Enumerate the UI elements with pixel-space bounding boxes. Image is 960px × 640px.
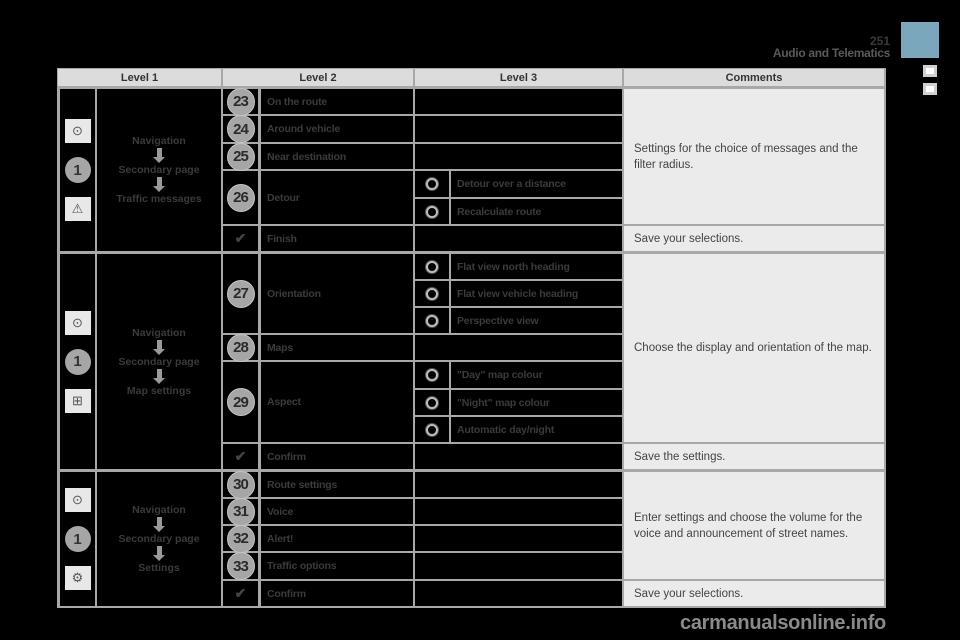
arrow-down-icon <box>153 517 165 532</box>
column-header-level1: Level 1 <box>58 69 221 86</box>
column-header-level2: Level 2 <box>223 69 413 86</box>
checkmark-icon: ✔ <box>223 581 258 606</box>
navigation-compass-icon: ⊙ <box>65 119 91 143</box>
level1-icon-column <box>60 89 95 251</box>
path-step-secondary-page: Secondary page <box>118 355 200 368</box>
comment-traffic-settings: Settings for the choice of messages and the filter radius. <box>624 89 884 224</box>
arrow-down-icon <box>153 177 165 192</box>
level2-item-route-settings: Route settings <box>261 472 413 497</box>
path-step-traffic-messages: Traffic messages <box>116 193 202 205</box>
level3-empty <box>415 335 622 360</box>
level2-item-maps: Maps <box>261 335 413 360</box>
level1-icon-column <box>60 472 95 606</box>
step-29: 29 <box>223 362 258 442</box>
page-marker-square <box>923 83 937 95</box>
comment-save-selections: Save your selections. <box>624 226 884 251</box>
level3-empty <box>415 499 622 524</box>
map-settings-icon: ⊞ <box>65 389 91 413</box>
step-number-badge: 1 <box>65 349 91 375</box>
level3-empty <box>415 472 622 497</box>
arrow-down-icon <box>153 546 165 561</box>
radio-option-icon <box>415 362 449 388</box>
path-step-secondary-page: Secondary page <box>118 533 200 545</box>
step-33: 33 <box>223 553 258 579</box>
comment-save-selections: Save your selections. <box>624 581 884 606</box>
arrow-down-icon <box>153 369 165 384</box>
level3-empty <box>415 89 622 114</box>
step-24: 24 <box>223 116 258 142</box>
level2-item-finish: Finish <box>261 226 413 251</box>
step-30: 30 <box>223 472 258 497</box>
checkmark-icon: ✔ <box>223 444 258 469</box>
path-step-navigation: Navigation <box>132 504 186 516</box>
watermark: carmanualsonline.info <box>680 612 886 634</box>
level3-option-detour-over-distance: Detour over a distance <box>451 171 622 197</box>
level1-path <box>97 254 221 469</box>
column-header-comments: Comments <box>624 69 884 86</box>
settings-table <box>57 68 886 608</box>
radio-option-icon <box>415 171 449 197</box>
level3-empty <box>415 116 622 142</box>
level3-empty <box>415 553 622 579</box>
radio-option-icon <box>415 308 449 333</box>
level3-empty <box>415 226 622 251</box>
arrow-down-icon <box>153 340 165 355</box>
level3-option-recalculate-route: Recalculate route <box>451 199 622 224</box>
step-28: 28 <box>223 335 258 360</box>
checkmark-icon: ✔ <box>223 226 258 251</box>
page-number: 251 <box>869 34 890 48</box>
level2-item-confirm: Confirm <box>261 444 413 469</box>
comment-map-display: Choose the display and orientation of the map. <box>624 254 884 442</box>
radio-option-icon <box>415 254 449 279</box>
radio-option-icon <box>415 417 449 442</box>
path-step-map-settings: Map settings <box>126 384 192 397</box>
path-step-settings: Settings <box>138 562 180 574</box>
level3-empty <box>415 144 622 169</box>
radio-option-icon <box>415 199 449 224</box>
traffic-messages-icon: ⚠ <box>65 197 91 221</box>
level3-option-flat-north: Flat view north heading <box>451 254 622 279</box>
chapter-tab <box>901 22 939 58</box>
level2-item-confirm: Confirm <box>261 581 413 606</box>
settings-gears-icon: ⚙ <box>65 566 91 590</box>
level2-item-around-vehicle: Around vehicle <box>261 116 413 142</box>
step-number-badge: 1 <box>65 157 91 183</box>
step-31: 31 <box>223 499 258 524</box>
level1-path <box>97 89 221 251</box>
step-number-badge: 1 <box>65 526 91 552</box>
comment-voice-settings: Enter settings and choose the volume for the voice and announcement of street names. <box>624 472 884 579</box>
level2-item-voice: Voice <box>261 499 413 524</box>
section-title: Audio and Telematics <box>772 46 890 60</box>
level2-item-alert: Alert! <box>261 526 413 551</box>
step-23: 23 <box>223 89 258 114</box>
level1-path <box>97 472 221 606</box>
page-marker-square <box>923 65 937 77</box>
level2-item-detour: Detour <box>261 171 413 224</box>
radio-option-icon <box>415 390 449 415</box>
level3-option-auto-day-night: Automatic day/night <box>451 417 622 442</box>
path-step-navigation: Navigation <box>132 326 186 339</box>
comment-save-settings: Save the settings. <box>624 444 884 469</box>
level3-empty <box>415 444 622 469</box>
path-step-secondary-page: Secondary page <box>118 164 200 176</box>
level3-option-night-colour: "Night" map colour <box>451 390 622 415</box>
level3-empty <box>415 581 622 606</box>
level3-empty <box>415 526 622 551</box>
radio-option-icon <box>415 281 449 306</box>
path-step-navigation: Navigation <box>132 135 186 147</box>
level2-item-traffic-options: Traffic options <box>261 553 413 579</box>
column-header-level3: Level 3 <box>415 69 622 86</box>
level2-item-near-destination: Near destination <box>261 144 413 169</box>
step-26: 26 <box>223 171 258 224</box>
level2-item-orientation: Orientation <box>261 254 413 333</box>
level3-option-flat-vehicle: Flat view vehicle heading <box>451 281 622 306</box>
level1-icon-column <box>60 254 95 469</box>
navigation-compass-icon: ⊙ <box>65 311 91 335</box>
level3-option-perspective: Perspective view <box>451 308 622 333</box>
level3-option-day-colour: "Day" map colour <box>451 362 622 388</box>
navigation-compass-icon: ⊙ <box>65 488 91 512</box>
step-32: 32 <box>223 526 258 551</box>
level2-item-on-the-route: On the route <box>261 89 413 114</box>
step-25: 25 <box>223 144 258 169</box>
step-27: 27 <box>223 254 258 333</box>
arrow-down-icon <box>153 148 165 163</box>
level2-item-aspect: Aspect <box>261 362 413 442</box>
